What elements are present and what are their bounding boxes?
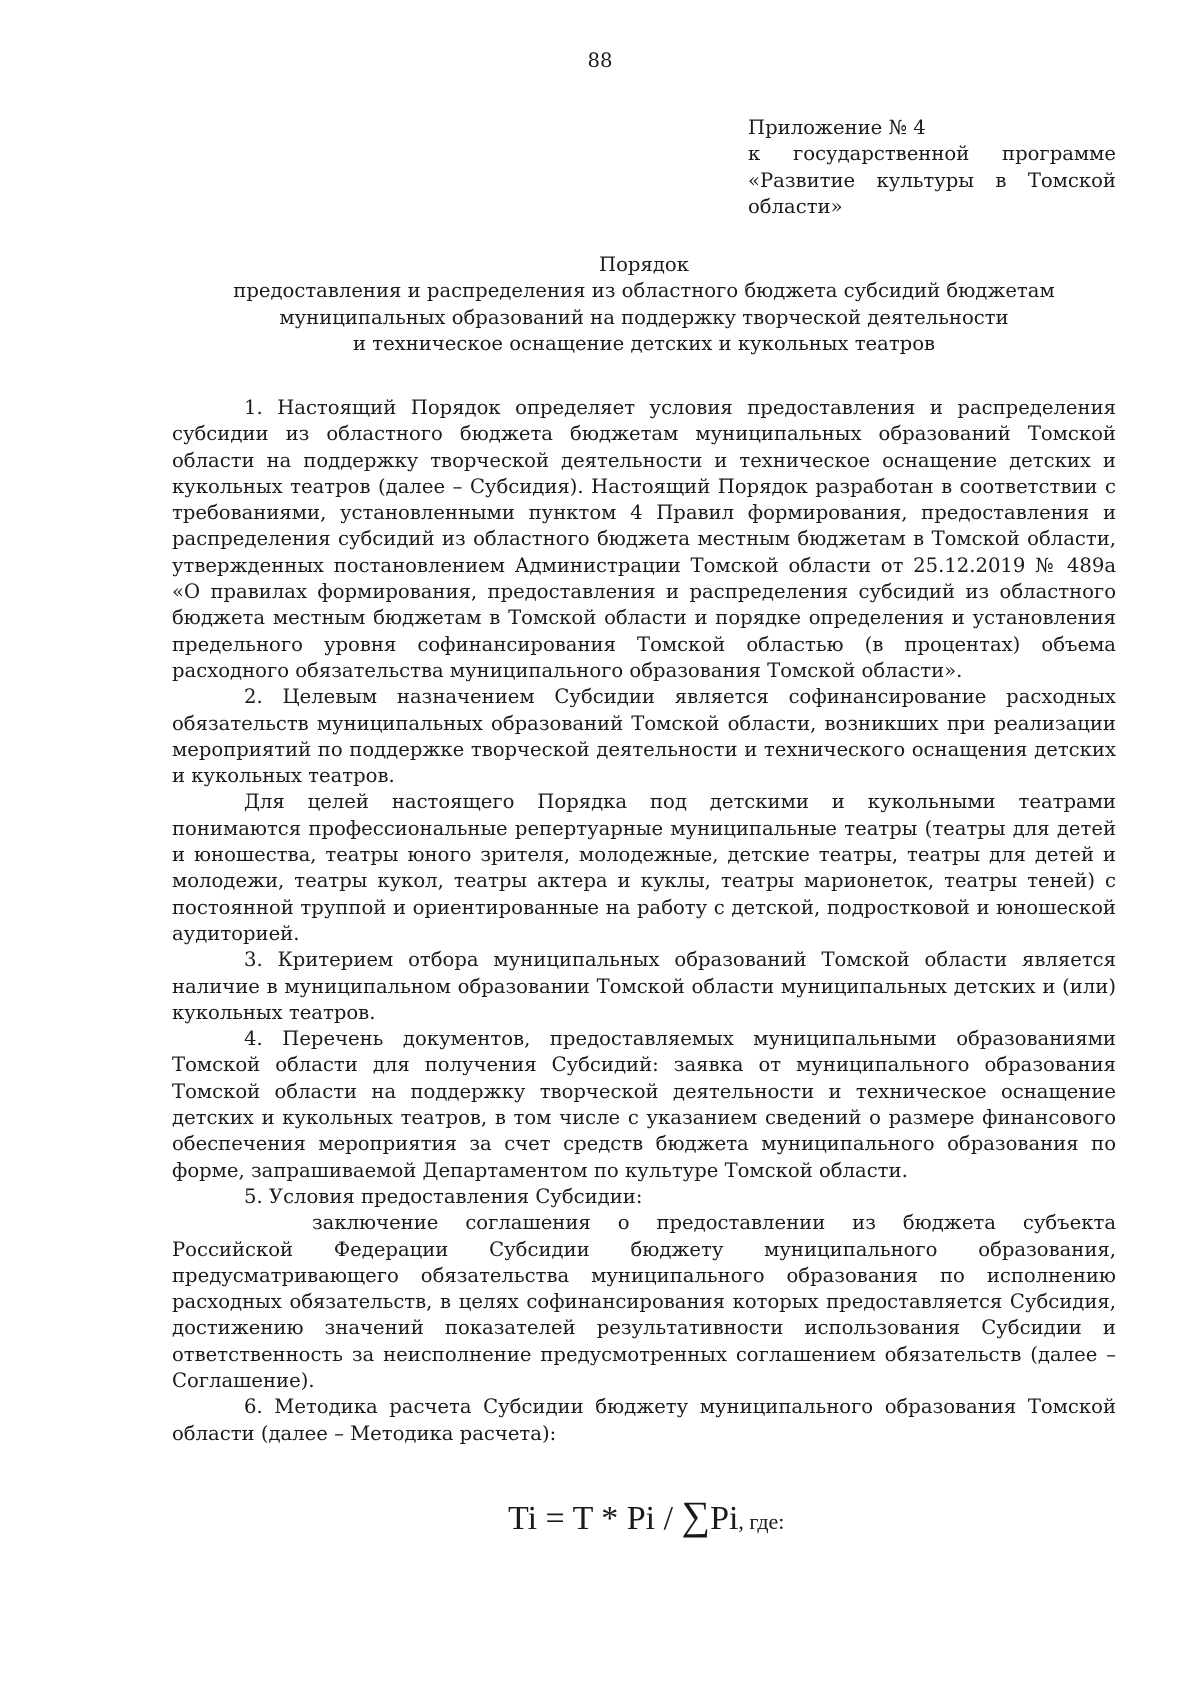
subsidy-formula (508, 1493, 785, 1542)
formula-rhs: Pi (710, 1500, 739, 1537)
paragraph-4: 4. Перечень документов, предоставляемых муниципальными образованиями Томской области для получения Субсидий: заявка от муниципального образования Томской области на поддержку творческой деятельности и техническое оснащение детских и кукольных театров, в том числе с указанием сведений о размере финансового обеспечения мероприятия за счет средств бюджета муниципального образования по форме, запрашиваемой Департаментом по культуре Томской области. (172, 1027, 1116, 1182)
appendix-header (748, 115, 1116, 220)
title-heading: Порядок (599, 253, 689, 276)
paragraph-6: 6. Методика расчета Субсидии бюджету муниципального образования Томской области (далее – Методика расчета): (172, 1395, 1116, 1445)
document-body (172, 395, 1116, 1447)
appendix-line-4: области» (748, 194, 843, 218)
paragraph-1: 1. Настоящий Порядок определяет условия предоставления и распределения субсидии из областного бюджета бюджетам муниципальных образований Томской области на поддержку творческой деятельности и техническое оснащение детских и кукольных театров (далее – Субсидия). Настоящий Порядок разработан в соответствии с требованиями, установленными пунктом 4 Правил формирования, предоставления и распределения субсидий из областного бюджета местным бюджетам в Томской области, утвержденных постановлением Администрации Томской области от 25.12.2019 № 489а «О правилах формирования, предоставления и распределения субсидий из областного бюджета местным бюджетам в Томской области и порядке определения и установления предельного уровня софинансирования Томской областью (в процентах) объема расходного обязательства муниципального образования Томской области». (172, 396, 1116, 682)
title-line-2: муниципальных образований на поддержку творческой деятельности (279, 305, 1009, 329)
document-title (172, 252, 1116, 357)
appendix-line-1: Приложение № 4 (748, 116, 926, 139)
page-number: 88 (587, 49, 613, 72)
formula-lhs: Ti = T * Pi / (508, 1500, 682, 1537)
appendix-line-2: к государственной программе (748, 142, 1116, 166)
formula-suffix: , где: (738, 1509, 785, 1534)
paragraph-2-definition: Для целей настоящего Порядка под детскими и кукольными театрами понимаются профессиональные репертуарные муниципальные театры (театры для детей и юношества, театры юного зрителя, молодежные, детские театры, театры для детей и молодежи, театры кукол, театры актера и куклы, театры марионеток, театры теней) с постоянной труппой и ориентированные на работу с детской, подростковой и юношеской аудиторией. (172, 790, 1116, 945)
title-line-3: и техническое оснащение детских и кукольных театров (352, 331, 936, 355)
paragraph-5-condition: заключение соглашения о предоставлении из бюджета субъекта Российской Федерации Субсидии бюджету муниципального образования, предусматривающего обязательства муниципального образования по исполнению расходных обязательств, в целях софинансирования которых предоставляется Субсидия, достижению значений показателей результативности использования Субсидии и ответственность за неисполнение предусмотренных соглашением обязательств (далее – Соглашение). (172, 1211, 1116, 1392)
paragraph-5: 5. Условия предоставления Субсидии: (244, 1184, 643, 1208)
sum-symbol: ∑ (681, 1493, 711, 1538)
appendix-line-3: «Развитие культуры в Томской (748, 168, 1116, 192)
title-line-1: предоставления и распределения из областного бюджета субсидий бюджетам (233, 279, 1055, 303)
paragraph-3: 3. Критерием отбора муниципальных образований Томской области является наличие в муниципальном образовании Томской области муниципальных детских и (или) кукольных театров. (172, 948, 1116, 1024)
paragraph-2: 2. Целевым назначением Субсидии является софинансирование расходных обязательств муниципальных образований Томской области, возникших при реализации мероприятий по поддержке творческой деятельности и технического оснащения детских и кукольных театров. (172, 685, 1116, 788)
